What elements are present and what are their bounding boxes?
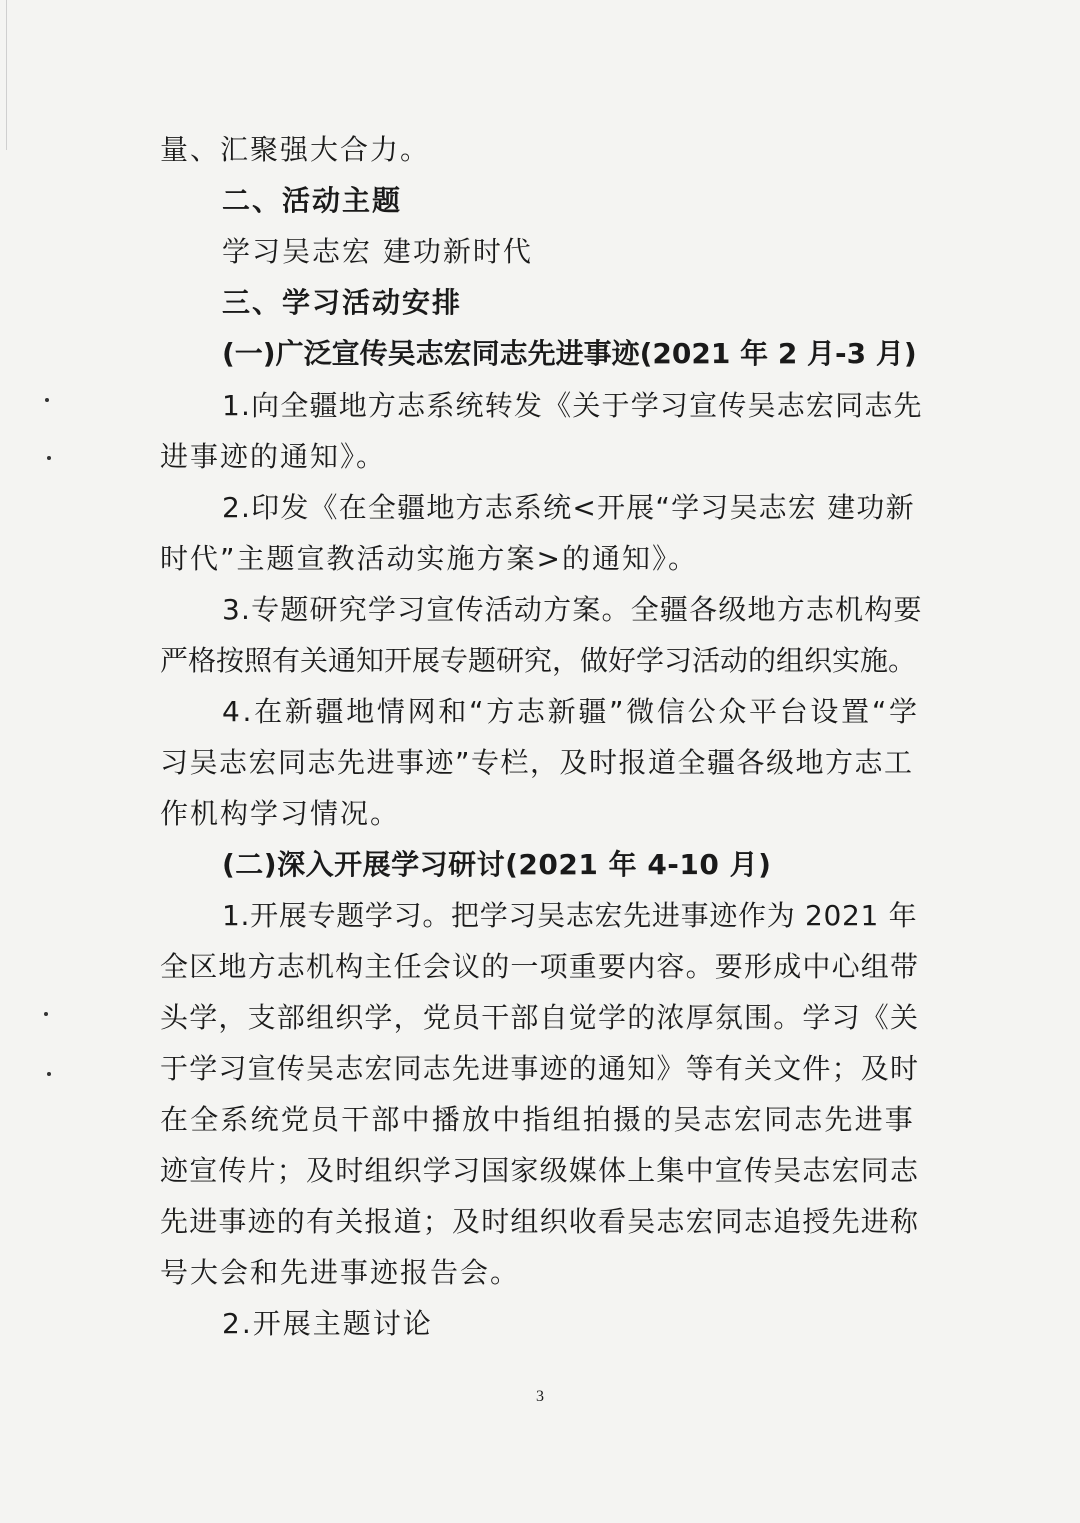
scan-edge-line — [6, 0, 7, 150]
text-line: 全区地方志机构主任会议的一项重要内容。要形成中心组带 — [160, 950, 920, 983]
subsection-heading-1: (一)广泛宣传吴志宏同志先进事迹(2021 年 2 月-3 月) — [222, 337, 917, 370]
text-line: 头学，支部组织学，党员干部自觉学的浓厚氛围。学习《关 — [160, 1001, 920, 1034]
section-heading-3: 三、学习活动安排 — [222, 286, 463, 319]
activity-theme: 学习吴志宏 建功新时代 — [222, 235, 533, 268]
text-line: 量、汇聚强大合力。 — [160, 133, 431, 166]
text-line: 号大会和先进事迹报告会。 — [160, 1256, 521, 1289]
text-line: 2.开展主题讨论 — [222, 1307, 433, 1340]
scan-speck — [47, 1072, 51, 1076]
subsection-heading-2: (二)深入开展学习研讨(2021 年 4-10 月) — [222, 848, 772, 881]
text-line: 3.专题研究学习宣传活动方案。全疆各级地方志机构要 — [222, 593, 923, 626]
text-line: 作机构学习情况。 — [160, 797, 401, 830]
scan-speck — [44, 1012, 48, 1016]
text-line: 严格按照有关通知开展专题研究，做好学习活动的组织实施。 — [160, 644, 917, 677]
text-line: 迹宣传片；及时组织学习国家级媒体上集中宣传吴志宏同志 — [160, 1154, 920, 1187]
text-line: 先进事迹的有关报道；及时组织收看吴志宏同志追授先进称 — [160, 1205, 920, 1238]
text-line: 4.在新疆地情网和“方志新疆”微信公众平台设置“学 — [222, 695, 920, 728]
text-line: 1.开展专题学习。把学习吴志宏先进事迹作为 2021 年 — [222, 899, 918, 932]
section-heading-2: 二、活动主题 — [222, 184, 403, 217]
scan-speck — [47, 456, 51, 460]
text-line: 进事迹的通知》。 — [160, 440, 387, 473]
text-line: 时代”主题宣教活动实施方案>的通知》。 — [160, 542, 698, 575]
text-line: 习吴志宏同志先进事迹”专栏，及时报道全疆各级地方志工 — [160, 746, 914, 779]
text-line: 2.印发《在全疆地方志系统<开展“学习吴志宏 建功新 — [222, 491, 915, 524]
text-line: 在全系统党员干部中播放中指组拍摄的吴志宏同志先进事 — [160, 1103, 916, 1136]
text-line: 1.向全疆地方志系统转发《关于学习宣传吴志宏同志先 — [222, 389, 923, 422]
text-line: 于学习宣传吴志宏同志先进事迹的通知》等有关文件；及时 — [160, 1052, 920, 1085]
scan-speck — [45, 398, 49, 402]
page-number: 3 — [536, 1388, 544, 1405]
